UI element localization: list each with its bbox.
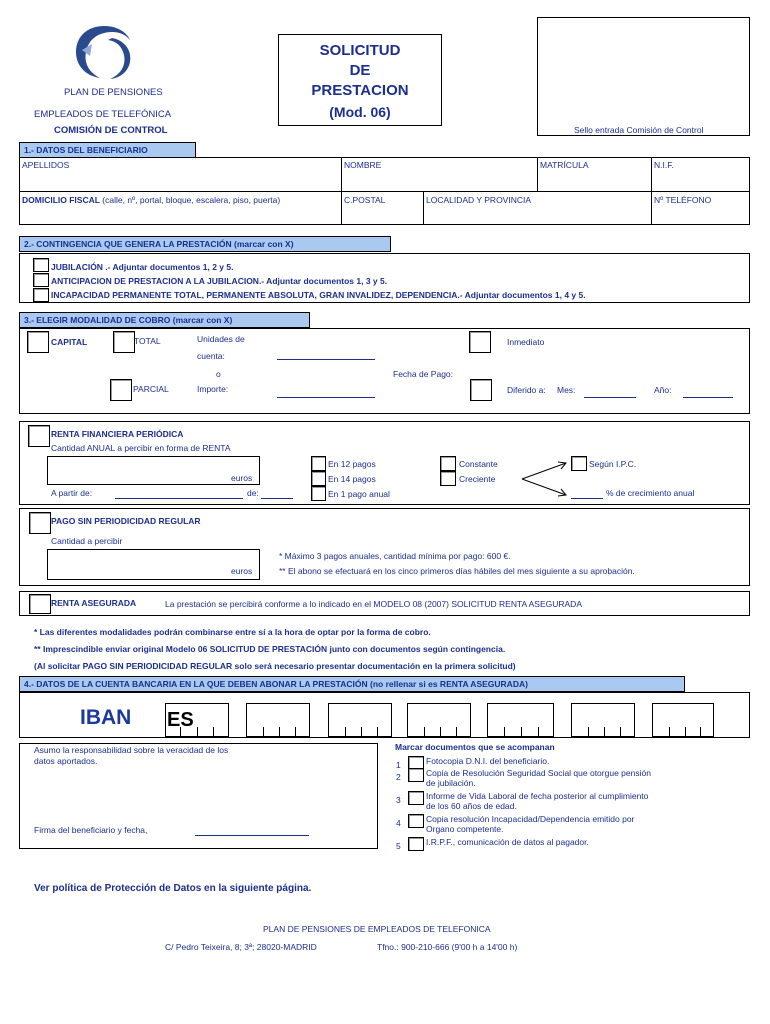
label-apellidos: APELLIDOS (22, 160, 70, 170)
doc-number: 1 (396, 760, 401, 770)
doc-checkbox[interactable] (408, 837, 424, 851)
label-anio: Año: (654, 385, 672, 395)
doc-number: 2 (396, 772, 401, 782)
checkbox-12-pagos[interactable] (311, 456, 326, 471)
label-cantidad-percibir: Cantidad a percibir (51, 536, 123, 546)
checkbox-pago-sin[interactable] (29, 512, 51, 534)
signature-label: Firma del beneficiario y fecha, (34, 825, 148, 835)
label-domicilio-title: DOMICILIO FISCAL (22, 195, 100, 205)
label-telefono: Nº TELÉFONO (654, 195, 712, 205)
option-incapacidad: INCAPACIDAD PERMANENTE TOTAL, PERMANENTE ABSOLUTA, GRAN INVALIDEZ, DEPENDENCIA.- Adjuntar documentos 1, 4 y 5. (51, 290, 586, 300)
label-mes: Mes: (557, 385, 576, 395)
amount-field-2[interactable] (47, 549, 260, 580)
iban-segment[interactable] (246, 703, 310, 737)
org-committee: COMISIÓN DE CONTROL (54, 125, 168, 136)
note-abono: ** El abono se efectuará en los cinco primeros días hábiles del mes siguiente a su aprobación. (279, 566, 635, 576)
label-a-partir: A partir de: (51, 488, 93, 498)
label-parcial: PARCIAL (133, 384, 169, 394)
label-inmediato: Inmediato (507, 337, 545, 347)
label-localidad: LOCALIDAD Y PROVINCIA (426, 195, 532, 205)
checkbox-creciente[interactable] (440, 471, 456, 486)
note-2: ** Imprescindible enviar original Modelo 06 SOLICITUD DE PRESTACIÓN junto con documentos según contingencia. (34, 644, 506, 654)
checkbox-anticipacion[interactable] (33, 273, 49, 287)
checkbox-total[interactable] (113, 331, 135, 353)
checkbox-renta-asegurada[interactable] (29, 594, 51, 614)
label-unidades: Unidades de (197, 334, 245, 344)
iban-label: IBAN (80, 706, 132, 729)
label-1-pago: En 1 pago anual (328, 489, 390, 499)
title-line1: SOLICITUD (319, 42, 401, 59)
col-divider (651, 157, 652, 225)
checkbox-capital[interactable] (27, 331, 49, 353)
label-euros: euros (231, 473, 253, 483)
label-creciente: Creciente (459, 474, 496, 484)
section2-header (19, 236, 391, 252)
arrows-icon (518, 460, 570, 498)
resp-line2: datos aportados. (34, 756, 98, 766)
doc-label: Copia de Resolución Seguridad Social que otorgue pensión (426, 768, 651, 778)
pct-line[interactable] (571, 498, 603, 499)
label-nombre: NOMBRE (344, 160, 382, 170)
iban-country-field[interactable] (165, 703, 229, 737)
doc-label-cont: de jubilación. (426, 778, 476, 788)
section4-header (19, 676, 685, 692)
footer-phone: Tfno.: 900-210-666 (9'00 h a 14'00 h) (377, 942, 518, 952)
checkbox-ipc[interactable] (571, 456, 587, 471)
label-cantidad-anual: Cantidad ANUAL a percibir en forma de RENTA (51, 443, 231, 453)
section4-title: 4.- DATOS DE LA CUENTA BANCARIA EN LA QUE DEBEN ABONAR LA PRESTACIÓN (24, 679, 368, 689)
logo-icon (68, 22, 140, 82)
label-de: de: (247, 488, 259, 498)
footer-address: C/ Pedro Teixeira, 8; 3ª; 28020-MADRID (165, 942, 317, 952)
section2-note: (marcar con X) (234, 239, 294, 249)
checkbox-inmediato[interactable] (469, 331, 491, 353)
section3-header (19, 312, 310, 328)
note-1: * Las diferentes modalidades podrán combinarse entre sí a la hora de optar por la forma de cobro. (34, 627, 431, 637)
section3-title: 3.- ELEGIR MODALIDAD DE COBRO (24, 315, 171, 325)
start-month-line[interactable] (115, 498, 243, 499)
label-renta-financiera: RENTA FINANCIERA PERIÓDICA (51, 429, 184, 439)
doc-checkbox[interactable] (408, 814, 424, 828)
doc-number: 5 (396, 841, 401, 851)
label-euros-2: euros (231, 566, 253, 576)
doc-label: Informe de Vida Laboral de fecha posterior al cumplimiento (426, 791, 649, 801)
checkbox-jubilacion[interactable] (33, 258, 49, 272)
start-year-line[interactable] (261, 498, 293, 499)
org-name: PLAN DE PENSIONES (64, 87, 163, 98)
checkbox-constante[interactable] (440, 456, 456, 471)
checkbox-14-pagos[interactable] (311, 471, 326, 486)
option-jubilacion: JUBILACIÓN .- Adjuntar documentos 1, 2 y 5. (51, 262, 234, 272)
footer-plan: PLAN DE PENSIONES DE EMPLEADOS DE TELEFONICA (263, 924, 491, 934)
section3-note: (marcar con X) (172, 315, 233, 325)
option-anticipacion: ANTICIPACION DE PRESTACION A LA JUBILACION.- Adjuntar documentos 1, 3 y 5. (51, 276, 388, 286)
iban-segment[interactable] (487, 703, 554, 737)
label-segun-ipc: Según I.P.C. (589, 459, 637, 469)
col-divider (341, 157, 342, 225)
title-line3: PRESTACION (311, 82, 409, 99)
doc-label: Fotocopia D.N.I. del beneficiario. (426, 756, 550, 766)
units-line[interactable] (277, 359, 375, 360)
importe-line[interactable] (277, 397, 375, 398)
checkbox-diferido[interactable] (470, 379, 492, 401)
label-matricula: MATRÍCULA (540, 160, 589, 170)
doc-checkbox[interactable] (408, 768, 424, 782)
checkbox-1-pago[interactable] (311, 486, 326, 501)
label-importe: Importe: (197, 384, 229, 394)
section1-header: 1.- DATOS DEL BENEFICIARIO (19, 142, 196, 158)
doc-number: 3 (396, 795, 401, 805)
stamp-box (537, 17, 750, 136)
renta-asegurada-text: La prestación se percibirá conforme a lo indicado en el MODELO 08 (2007) SOLICITUD RENTA ASEGURADA (165, 599, 582, 609)
label-nif: N.I.F. (654, 160, 674, 170)
iban-segment[interactable] (328, 703, 392, 737)
doc-label-cont: de los 60 años de edad. (426, 801, 517, 811)
doc-label-cont: Organo competente. (426, 824, 504, 834)
doc-number: 4 (396, 818, 401, 828)
resp-line1: Asumo la responsabilidad sobre la veracidad de los (34, 745, 229, 755)
label-fecha-pago: Fecha de Pago: (393, 369, 454, 379)
note-max-pagos: * Máximo 3 pagos anuales, cantidad mínima por pago: 600 €. (279, 551, 511, 561)
doc-checkbox[interactable] (408, 791, 424, 805)
label-pago-sin: PAGO SIN PERIODICIDAD REGULAR (51, 516, 201, 526)
iban-country-code: ES (167, 709, 194, 731)
col-divider (423, 191, 424, 225)
doc-label: Copia resolución Incapacidad/Dependencia emitido por (426, 814, 635, 824)
iban-segment[interactable] (571, 703, 635, 737)
title-line2: DE (349, 62, 371, 79)
label-domicilio (22, 196, 280, 205)
checkbox-renta-financiera[interactable] (28, 425, 50, 447)
label-diferido: Diferido a: (507, 385, 546, 395)
label-domicilio-note: (calle, nº, portal, bloque, escalera, piso, puerta) (102, 195, 281, 205)
title-line4: (Mod. 06) (329, 104, 391, 120)
note-3: (Al solicitar PAGO SIN PERIODICIDAD REGULAR solo será necesario presentar documentación en la primera solicitud) (34, 661, 516, 671)
signature-line[interactable] (195, 835, 309, 836)
row-divider (19, 191, 750, 192)
section2-title: 2.- CONTINGENCIA QUE GENERA LA PRESTACIÓN (24, 239, 232, 249)
label-renta-asegurada: RENTA ASEGURADA (51, 598, 137, 608)
org-company: EMPLEADOS DE TELEFÓNICA (34, 109, 172, 120)
label-capital: CAPITAL (51, 337, 88, 347)
doc-label: I.R.P.F., comunicación de datos al pagador. (426, 837, 589, 847)
label-o: o (216, 369, 221, 379)
stamp-label: Sello entrada Comisión de Control (574, 125, 704, 135)
amount-field[interactable] (47, 456, 260, 485)
section4-note: (no rellenar si es RENTA ASEGURADA) (370, 679, 528, 689)
label-cpostal: C.POSTAL (344, 195, 386, 205)
label-12-pagos: En 12 pagos (328, 459, 376, 469)
anio-line[interactable] (683, 397, 733, 398)
title-box (278, 34, 442, 126)
mes-line[interactable] (584, 397, 636, 398)
col-divider (537, 157, 538, 191)
iban-segment[interactable] (652, 703, 714, 737)
checkbox-incapacidad[interactable] (33, 288, 49, 302)
label-total: TOTAL (134, 336, 161, 346)
docs-title: Marcar documentos que se acompanan (395, 742, 555, 752)
iban-segment[interactable] (407, 703, 471, 737)
label-pct-crecimiento: % de crecimiento anual (606, 488, 695, 498)
label-cuenta: cuenta: (197, 351, 225, 361)
privacy-link[interactable]: Ver política de Protección de Datos en la siguiente página. (34, 883, 312, 894)
label-constante: Constante (459, 459, 498, 469)
label-14-pagos: En 14 pagos (328, 474, 376, 484)
checkbox-parcial[interactable] (110, 379, 132, 401)
